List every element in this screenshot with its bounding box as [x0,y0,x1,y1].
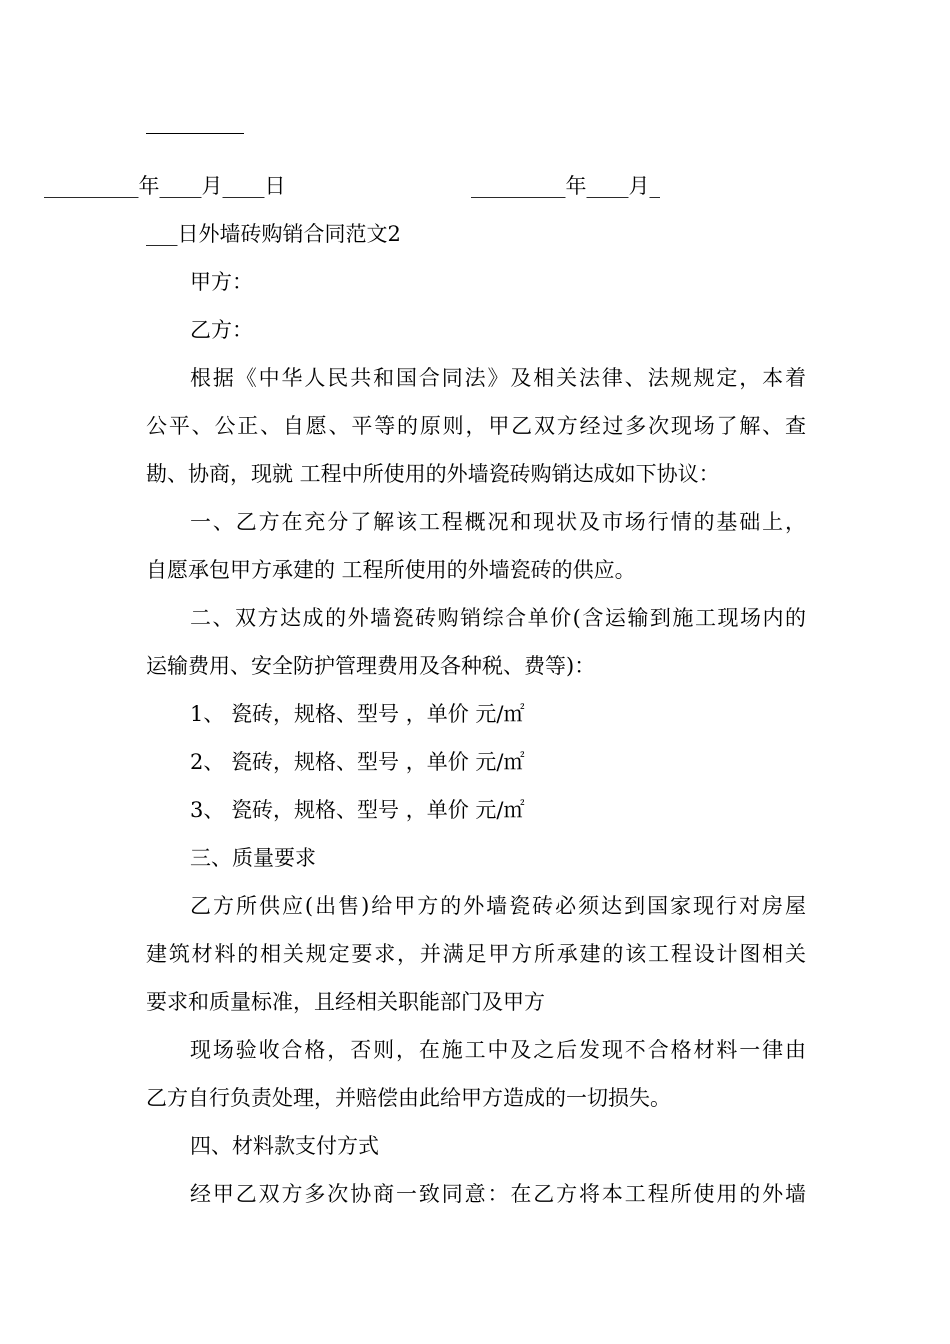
clause-3-line: 要求和质量标准，且经相关职能部门及甲方 [146,990,545,1014]
price-item: 1、 瓷砖，规格、型号 ，单价 元/㎡ [190,702,525,726]
signature-underline [146,133,244,134]
clause-1-line: 一、乙方在充分了解该工程概况和现状及市场行情的基础上， [190,510,806,534]
price-item: 3、 瓷砖，规格、型号 ，单价 元/㎡ [190,798,525,822]
party-b-label: 乙方： [190,318,253,342]
price-item: 2、 瓷砖，规格、型号 ，单价 元/㎡ [190,750,525,774]
clause-4-heading: 四、材料款支付方式 [190,1134,379,1158]
clause-3-line: 乙方自行负责处理，并赔偿由此给甲方造成的一切损失。 [146,1086,671,1110]
clause-4-line: 经甲乙双方多次协商一致同意：在乙方将本工程所使用的外墙 [190,1182,806,1206]
date-left: _________年____月____日 [44,174,286,198]
clause-2-line: 二、双方达成的外墙瓷砖购销综合单价(含运输到施工现场内的 [190,606,806,630]
clause-1-line: 自愿承包甲方承建的 工程所使用的外墙瓷砖的供应。 [146,558,636,582]
intro-paragraph-line: 公平、公正、自愿、平等的原则，甲乙双方经过多次现场了解、查 [146,414,806,438]
intro-paragraph-line: 勘、协商，现就 工程中所使用的外墙瓷砖购销达成如下协议： [146,462,720,486]
clause-3-line: 乙方所供应(出售)给甲方的外墙瓷砖必须达到国家现行对房屋 [190,894,806,918]
clause-3-line: 建筑材料的相关规定要求，并满足甲方所承建的该工程设计图相关 [146,942,806,966]
party-a-label: 甲方： [190,270,253,294]
date-row [44,172,660,200]
date-right: _________年____月_ [471,174,660,198]
intro-paragraph-line: 根据《中华人民共和国合同法》及相关法律、法规规定，本着 [190,366,806,390]
clause-2-line: 运输费用、安全防护管理费用及各种税、费等)： [146,654,596,678]
clause-3-heading: 三、质量要求 [190,846,316,870]
clause-3-line: 现场验收合格，否则，在施工中及之后发现不合格材料一律由 [190,1038,806,1062]
document-title: ___日外墙砖购销合同范文2 [146,222,401,246]
